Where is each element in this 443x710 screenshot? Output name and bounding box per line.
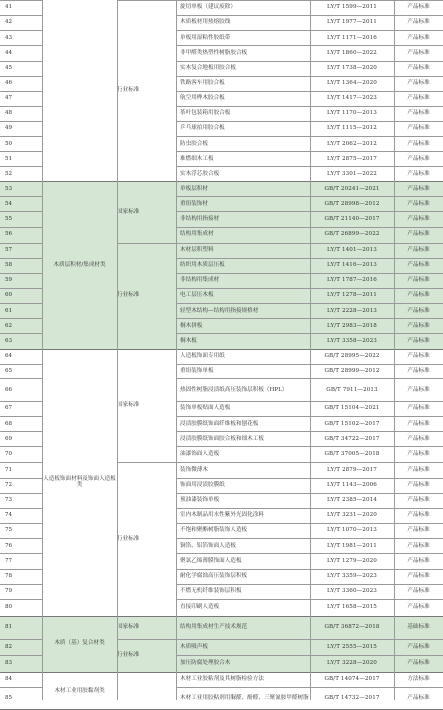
- row-divider: [0, 639, 42, 640]
- row-divider: [0, 303, 42, 304]
- standard-name: 不燃无机纤维装饰层积板: [180, 588, 242, 594]
- standard-type: 产品标准: [407, 80, 430, 87]
- standard-type: 产品标准: [407, 95, 430, 102]
- standard-name: 装饰单板贴面人造板: [180, 405, 231, 412]
- standard-code: LY/T 3231—2020: [327, 512, 377, 519]
- standard-code: LY/T 1416—2013: [327, 262, 377, 269]
- standard-code: LY/T 1787—2016: [327, 277, 377, 284]
- category-label: 人造板饰面材料及饰面人造板类: [43, 475, 116, 489]
- standard-code: GB/T 15102—2017: [324, 420, 380, 427]
- row-number: 66: [5, 386, 13, 393]
- row-number: 69: [5, 435, 13, 442]
- standard-name: 重组装饰单板: [180, 367, 214, 374]
- standard-code: LY/T 1279—2020: [327, 557, 377, 564]
- row-divider: [0, 91, 42, 92]
- row-number: 84: [5, 675, 13, 682]
- standard-code: LY/T 2062—2012: [327, 140, 377, 147]
- standard-code: GB/T 7911—2013: [326, 386, 378, 393]
- standard-level: 国家标准: [117, 624, 140, 631]
- standard-code: LY/T 1738—2020: [327, 64, 377, 71]
- row-number: 53: [5, 185, 13, 192]
- standard-code: LY/T 1860—2022: [327, 49, 377, 56]
- row-number: 82: [5, 643, 13, 650]
- standard-type: 产品标准: [407, 140, 430, 147]
- row-number: 75: [5, 527, 13, 534]
- standard-type: 方法标准: [407, 675, 430, 682]
- standard-name: 聚氯乙烯薄膜饰面人造板: [180, 557, 242, 564]
- standard-type: 产品标准: [407, 322, 430, 329]
- standard-type: 产品标准: [407, 695, 430, 702]
- category-label: 木材工业用胶黏剂类: [54, 687, 105, 694]
- row-number: 67: [5, 405, 13, 412]
- standard-type: 产品标准: [407, 200, 430, 207]
- standard-name: 热固性树脂浸渍纸高压装饰层积板（HPL）: [180, 386, 288, 393]
- row-number: 42: [5, 19, 13, 26]
- row-divider: [0, 401, 42, 402]
- standard-name: 单板用湿粘性胶纸带: [180, 34, 231, 41]
- standard-type: 产品标准: [407, 352, 430, 359]
- standard-type: 产品标准: [407, 497, 430, 504]
- row-divider: [0, 243, 42, 244]
- standard-type: 产品标准: [407, 246, 430, 253]
- row-number: 49: [5, 125, 13, 132]
- row-number: 43: [5, 34, 13, 41]
- standard-type: 产品标准: [407, 19, 430, 26]
- standard-code: LY/T 1599—2011: [327, 4, 377, 11]
- row-number: 60: [5, 292, 13, 299]
- standard-code: GB/T 34722—2017: [324, 435, 380, 442]
- row-number: 85: [5, 695, 13, 702]
- row-divider: [0, 136, 42, 137]
- row-divider: [0, 493, 42, 494]
- standard-name: 单板层积材: [180, 185, 208, 192]
- standard-level: 行业标准: [117, 292, 140, 299]
- standard-type: 产品标准: [407, 185, 430, 192]
- standard-name: 预油漆装饰单板: [180, 497, 220, 504]
- column-divider: [394, 0, 395, 700]
- row-number: 72: [5, 482, 13, 489]
- standard-name: 轻型木结构—结构用指接规格材: [180, 307, 259, 314]
- standard-type: 产品标准: [407, 277, 430, 284]
- row-number: 59: [5, 277, 13, 284]
- standard-type: 产品标准: [407, 64, 430, 71]
- standard-code: LY/T 1171—2016: [327, 34, 377, 41]
- standard-type: 产品标准: [407, 557, 430, 564]
- standard-level: 行业标准: [117, 87, 140, 94]
- standard-name: 非甲醛类热塑性树脂胶合板: [180, 49, 248, 56]
- standard-name: 茶叶包装箱用胶合板: [180, 110, 231, 117]
- row-number: 46: [5, 80, 13, 87]
- standard-type: 基础标准: [407, 624, 430, 631]
- row-number: 57: [5, 246, 13, 253]
- standard-type: 产品标准: [407, 405, 430, 412]
- row-divider: [0, 616, 443, 617]
- standard-code: LY/T 1278—2011: [327, 292, 377, 299]
- standard-name: 非结构用指接材: [180, 215, 220, 222]
- standard-name: 重组装饰材: [180, 200, 208, 207]
- row-number: 70: [5, 451, 13, 458]
- row-number: 62: [5, 322, 13, 329]
- standard-level: 行业标准: [117, 535, 140, 542]
- standard-code: LY/T 1977—2011: [327, 19, 377, 26]
- standard-code: LY/T 2228—2013: [327, 307, 377, 314]
- standard-code: LY/T 1417—2023: [327, 95, 377, 102]
- row-number: 58: [5, 262, 13, 269]
- row-number: 79: [5, 588, 13, 594]
- row-number: 48: [5, 110, 13, 117]
- row-number: 73: [5, 497, 13, 504]
- standard-code: LY/T 3358—2023: [327, 337, 377, 344]
- standard-type: 产品标准: [407, 307, 430, 314]
- standard-code: LY/T 1170—2013: [327, 110, 377, 117]
- standard-type: 产品标准: [407, 262, 430, 269]
- standard-name: 木材层积塑料: [180, 246, 214, 253]
- row-number: 55: [5, 215, 13, 222]
- row-divider: [0, 258, 42, 259]
- standard-type: 产品标准: [407, 604, 430, 611]
- standard-type: 产品标准: [407, 451, 430, 458]
- row-divider: [0, 15, 42, 16]
- row-number: 78: [5, 572, 13, 579]
- standard-code: LY/T 2875—2017: [327, 155, 377, 162]
- standard-code: LY/T 3359—2023: [327, 572, 377, 579]
- row-number: 56: [5, 231, 13, 238]
- standard-type: 产品标准: [407, 231, 430, 238]
- row-divider: [0, 227, 42, 228]
- standard-type: 产品标准: [407, 337, 430, 344]
- standard-code: LY/T 1981—2011: [327, 542, 377, 549]
- column-divider: [117, 0, 118, 700]
- standard-name: 浸渍胶膜纸饰面胶合板和细木工板: [180, 435, 264, 442]
- standard-type: 产品标准: [407, 572, 430, 579]
- standard-name: 加压防腐处理胶合木: [180, 659, 231, 666]
- standard-name: 耐化学腐蚀高压装饰层积板: [180, 572, 248, 579]
- row-number: 45: [5, 64, 13, 71]
- row-divider: [0, 523, 42, 524]
- standard-name: 实木浮芯胶合板: [180, 170, 220, 177]
- row-divider: [0, 30, 42, 31]
- row-number: 54: [5, 200, 13, 207]
- standard-code: GB/T 21140—2017: [324, 215, 380, 222]
- standard-name: 装饰微薄木: [180, 466, 208, 473]
- standard-name: 铁路客车用胶合板: [180, 80, 225, 87]
- row-number: 52: [5, 170, 13, 177]
- row-divider: [0, 121, 42, 122]
- row-divider: [0, 378, 42, 379]
- standard-type: 产品标准: [407, 512, 430, 519]
- standard-name: 电工层压木板: [180, 292, 214, 299]
- row-divider: [0, 538, 42, 539]
- row-divider: [0, 446, 42, 447]
- standard-name: 防虫胶合板: [180, 140, 208, 147]
- standard-name: 人造板饰面专用纸: [180, 352, 225, 359]
- row-divider: [0, 431, 42, 432]
- standard-code: GB/T 14732—2017: [324, 695, 380, 702]
- row-divider: [0, 151, 42, 152]
- row-divider: [0, 76, 42, 77]
- row-divider: [0, 196, 42, 197]
- row-divider: [0, 211, 42, 212]
- standard-type: 产品标准: [407, 34, 430, 41]
- row-divider: [0, 416, 42, 417]
- standard-type: 产品标准: [407, 4, 430, 11]
- standard-code: GB/T 28998—2012: [324, 200, 380, 207]
- row-divider: [0, 333, 42, 334]
- standard-name: 结构用集成材: [180, 231, 214, 238]
- standard-type: 产品标准: [407, 125, 430, 132]
- row-divider: [0, 584, 42, 585]
- standard-code: GB/T 37005—2018: [324, 451, 380, 458]
- row-number: 83: [5, 659, 13, 666]
- standard-code: LY/T 1364—2020: [327, 80, 377, 87]
- standard-name: 实木复合地板用胶合板: [180, 64, 236, 71]
- standard-type: 产品标准: [407, 49, 430, 56]
- row-divider: [0, 166, 42, 167]
- standard-level: 行业标准: [117, 652, 140, 659]
- standard-code: GB/T 20241—2021: [324, 185, 380, 192]
- standard-code: GB/T 26899—2022: [324, 231, 380, 238]
- row-divider: [0, 106, 42, 107]
- standard-name: 纺织用木质层压板: [180, 262, 225, 269]
- column-divider: [42, 0, 43, 700]
- standard-name: 旋切单板（建议废除）: [180, 4, 236, 11]
- standard-level: 国家标准: [117, 402, 140, 409]
- standard-name: 油漆饰面人造板: [180, 451, 220, 458]
- standard-level: 国家标准: [117, 208, 140, 215]
- standard-name: 铜箔、铝箔饰面人造板: [180, 542, 236, 549]
- standard-name: 浸渍胶膜纸饰面纤维板和刨花板: [180, 420, 259, 427]
- row-divider: [0, 318, 42, 319]
- standard-code: LY/T 3301—2022: [327, 170, 377, 177]
- standard-code: GB/T 28995—2022: [324, 352, 380, 359]
- standard-type: 产品标准: [407, 588, 430, 594]
- standard-name: 桐木拼板: [180, 322, 203, 329]
- standard-type: 产品标准: [407, 542, 430, 549]
- row-number: 50: [5, 140, 13, 147]
- standard-type: 产品标准: [407, 527, 430, 534]
- standard-code: LY/T 2555—2015: [327, 643, 377, 650]
- standard-type: 产品标准: [407, 420, 430, 427]
- row-divider: [0, 364, 42, 365]
- standard-code: GB/T 14074—2017: [324, 675, 380, 682]
- standard-name: 乒乓球拍用胶合板: [180, 125, 225, 132]
- row-number: 76: [5, 542, 13, 549]
- standard-code: LY/T 2385—2014: [327, 497, 377, 504]
- standard-name: 非结构用集成材: [180, 277, 220, 284]
- standard-type: 产品标准: [407, 482, 430, 489]
- row-number: 80: [5, 604, 13, 611]
- standard-code: LY/T 3228—2020: [327, 659, 377, 666]
- row-number: 51: [5, 155, 13, 162]
- standard-code: LY/T 1070—2013: [327, 527, 377, 534]
- row-number: 63: [5, 337, 13, 344]
- column-divider: [176, 0, 177, 700]
- row-divider: [0, 508, 42, 509]
- row-divider: [0, 61, 42, 62]
- standard-name: 航空用桦木胶合板: [180, 95, 225, 102]
- standard-type: 产品标准: [407, 292, 430, 299]
- row-number: 47: [5, 95, 13, 102]
- category-label: 木质（基）复合材类: [54, 640, 105, 647]
- standard-code: LY/T 1143—2006: [327, 482, 377, 489]
- row-number: 74: [5, 512, 13, 519]
- row-divider: [0, 569, 42, 570]
- standard-type: 产品标准: [407, 155, 430, 162]
- standard-type: 产品标准: [407, 110, 430, 117]
- row-divider: [0, 349, 443, 350]
- row-number: 81: [5, 624, 13, 631]
- row-number: 77: [5, 557, 13, 564]
- standard-name: 不饱和聚酯树脂装饰人造板: [180, 527, 248, 534]
- row-divider: [0, 655, 42, 656]
- row-divider: [0, 687, 42, 688]
- row-divider: [0, 478, 42, 479]
- standard-name: 室内木制品用水性紫外光固化涂料: [180, 512, 264, 519]
- row-number: 61: [5, 307, 13, 314]
- standard-type: 产品标准: [407, 643, 430, 650]
- standard-type: 产品标准: [407, 659, 430, 666]
- standard-type: 产品标准: [407, 435, 430, 442]
- standard-type: 产品标准: [407, 170, 430, 177]
- standard-type: 产品标准: [407, 367, 430, 374]
- standard-code: LY/T 2983—2018: [327, 322, 377, 329]
- row-number: 71: [5, 466, 13, 473]
- standard-type: 产品标准: [407, 466, 430, 473]
- standard-type: 产品标准: [407, 215, 430, 222]
- row-number: 64: [5, 352, 13, 359]
- standard-name: 木质板材用热熔胶线: [180, 19, 231, 26]
- standard-name: 直接印刷人造板: [180, 604, 220, 611]
- standard-code: LY/T 1401—2013: [327, 246, 377, 253]
- row-number: 65: [5, 367, 13, 374]
- row-divider: [0, 0, 42, 1]
- row-divider: [0, 288, 42, 289]
- row-number: 68: [5, 420, 13, 427]
- row-number: 41: [5, 4, 13, 11]
- standard-code: LY/T 2879—2017: [327, 466, 377, 473]
- standard-name: 结构用集成材生产技术规范: [180, 624, 248, 631]
- standard-code: GB/T 15104—2021: [324, 405, 380, 412]
- standard-name: 桐木板: [180, 337, 197, 344]
- row-divider: [0, 599, 42, 600]
- standard-code: LY/T 1115—2012: [327, 125, 377, 132]
- row-divider: [0, 672, 443, 673]
- row-divider: [0, 45, 42, 46]
- standard-code: LY/T 1658—2015: [327, 604, 377, 611]
- standard-name: 饰面用浸渍胶膜纸: [180, 482, 225, 489]
- standard-name: 木质吸声板: [180, 643, 208, 650]
- standard-code: GB/T 28999—2012: [324, 367, 380, 374]
- standard-code: LY/T 3360—2023: [327, 588, 377, 594]
- row-number: 44: [5, 49, 13, 56]
- row-divider: [0, 553, 42, 554]
- standard-name: 木材工业用胶粘剂用脲醛、酚醛、三聚氰胺甲醛树脂: [180, 695, 309, 702]
- category-label: 木质层积材/集成材类: [53, 261, 106, 268]
- column-divider: [310, 0, 311, 700]
- row-divider: [0, 181, 443, 182]
- row-divider: [0, 462, 42, 463]
- standard-code: GB/T 36872—2018: [324, 624, 380, 631]
- row-divider: [0, 273, 42, 274]
- standard-type: 产品标准: [407, 386, 430, 393]
- standard-name: 难燃细木工板: [180, 155, 214, 162]
- standard-name: 木材工业胶粘剂及其树脂检验方法: [180, 675, 264, 682]
